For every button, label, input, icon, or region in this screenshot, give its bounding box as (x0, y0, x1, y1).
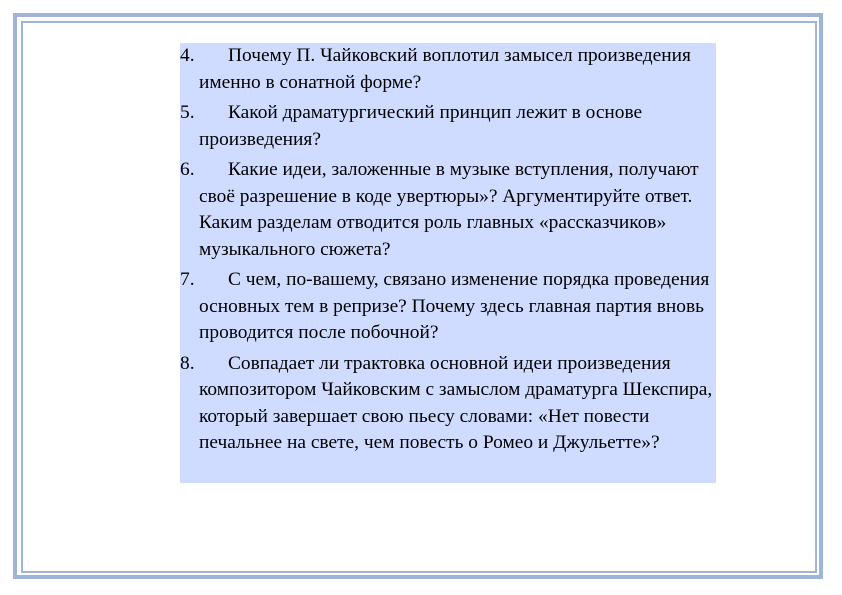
question-text: Почему П. Чайковский воплотил замысел произведения именно в сонатной форме? (199, 45, 691, 93)
question-list (180, 43, 716, 483)
question-item (180, 157, 716, 263)
question-number: 8. (180, 352, 195, 374)
question-item (180, 267, 716, 347)
question-item (180, 43, 716, 96)
question-text: Совпадает ли трактовка основной идеи произведения композитором Чайковским с замыслом драматурга Шекспира, который завершает свою пьесу словами: «Нет повести печальнее на свете, чем повесть о Ромео и Джульетте»? (199, 352, 713, 453)
question-item (180, 100, 716, 153)
question-number: 7. (180, 269, 195, 290)
question-item (180, 351, 716, 457)
question-number: 4. (180, 45, 195, 66)
question-text: Какие идеи, заложенные в музыке вступления, получают своё разрешение в коде увертюры»? Аргументируйте ответ. Каким разделам отводится роль главных «рассказчиков» музыкального сюжета? (199, 159, 699, 260)
question-number: 6. (180, 159, 195, 180)
question-text: С чем, по-вашему, связано изменение порядка проведения основных тем в репризе? Почему здесь главная партия вновь проводится после побочной? (199, 269, 710, 343)
question-number: 5. (180, 102, 195, 123)
question-text: Какой драматургический принцип лежит в основе произведения? (199, 102, 643, 150)
